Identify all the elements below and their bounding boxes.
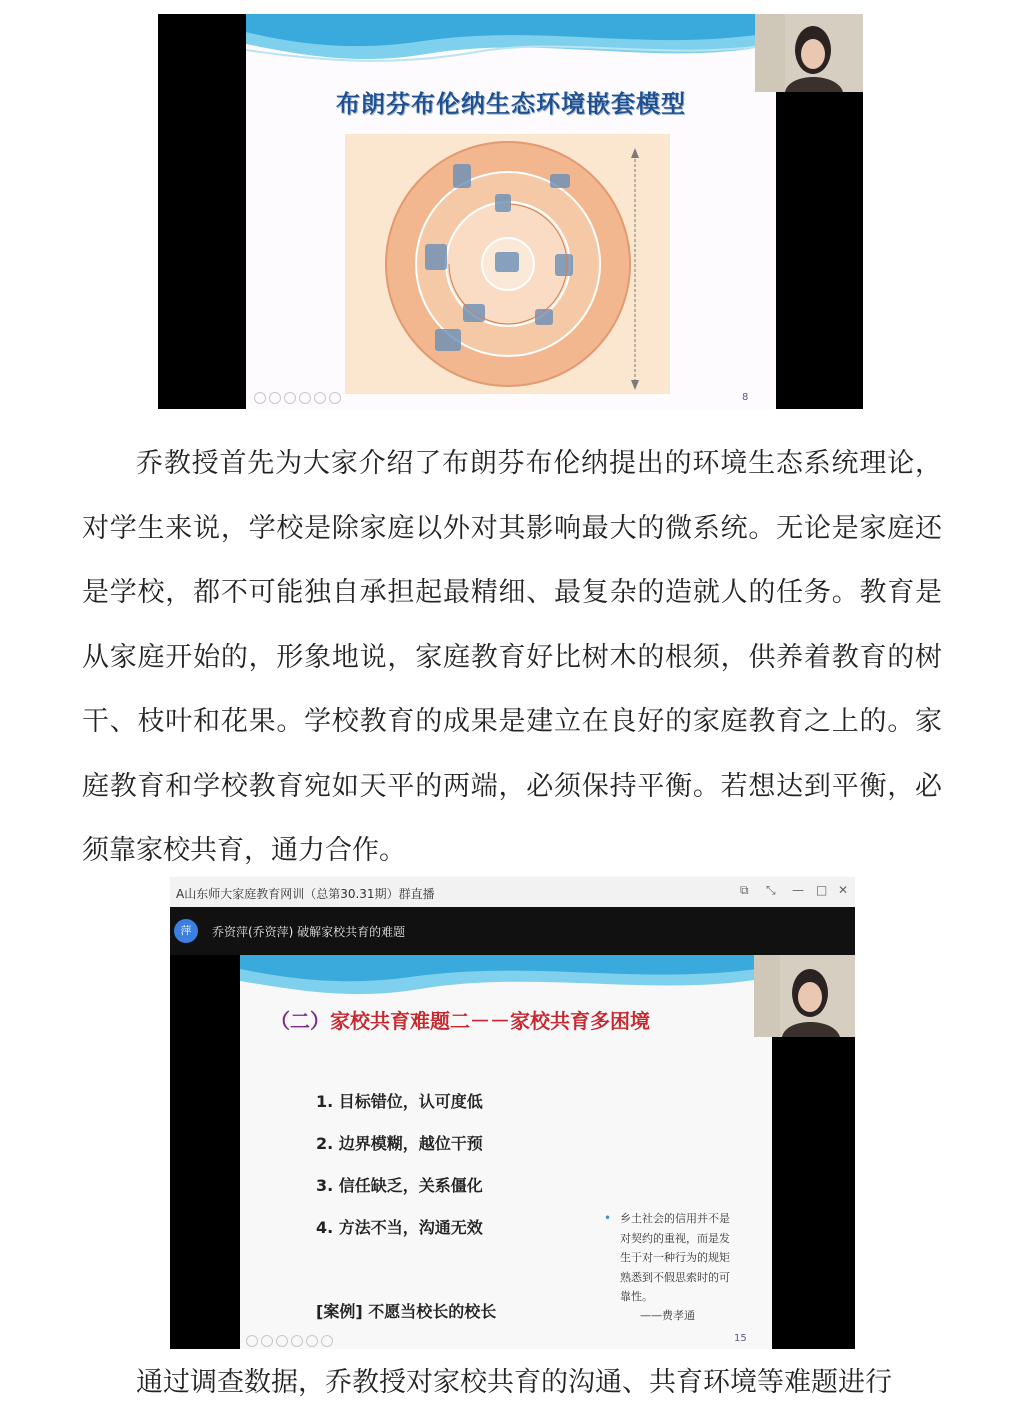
live-header [170, 907, 855, 955]
list-item: 2. 边界模糊，越位干预 [316, 1134, 483, 1153]
live-session-title: 乔资萍(乔资萍) 破解家校共育的难题 [212, 925, 406, 939]
quote-text: 乡土社会的信用并不是对契约的重视，而是发生于对一种行为的规矩熟悉到不假思索时的可靠性。 [620, 1212, 730, 1303]
slide-header-wave [246, 14, 776, 84]
list-item: 3. 信任缺乏，关系僵化 [316, 1176, 483, 1195]
bullet-icon: • [604, 1211, 612, 1225]
close-button[interactable]: ✕ [838, 883, 849, 897]
slide-title-prefix: （二） [270, 1009, 330, 1033]
slide-title-main: 家校共育难题二－－家校共育多困境 [330, 1009, 650, 1033]
webcam-video [754, 955, 855, 1037]
maximize-button[interactable]: □ [816, 883, 828, 897]
slide-title: 布朗芬布伦纳生态环境嵌套模型 [336, 90, 686, 118]
slide-toolbar[interactable] [246, 1335, 333, 1347]
body-paragraph-1: 乔教授首先为大家介绍了布朗芬布伦纳提出的环境生态系统理论，对学生来说，学校是除家庭以外对其影响最大的微系统。无论是家庭还是学校，都不可能独自承担起最精细、最复杂的造就人的任务。教育是从家庭开始的，形象地说，家庭教育好比树木的根须，供养着教育的树干、枝叶和花果。学校教育的成果是建立在良好的家庭教育之上的。家庭教育和学校教育宛如天平的两端，必须保持平衡。若想达到平衡，必须靠家校共育，通力合作。 [82, 448, 942, 866]
quote-author: ——费孝通 [640, 1309, 695, 1322]
expand-icon[interactable]: ⤡ [766, 883, 776, 897]
quote-block [604, 1209, 740, 1307]
body-paragraph-2: 通过调查数据，乔教授对家校共育的沟通、共育环境等难题进行 [136, 1367, 892, 1398]
list-item: 1. 目标错位，认可度低 [316, 1092, 483, 1111]
slide-toolbar[interactable] [254, 392, 341, 404]
list-item: 4. 方法不当，沟通无效 [316, 1218, 483, 1237]
screenshot-live-window [170, 877, 855, 1349]
screenshot-slide-1 [158, 14, 863, 409]
slide-ecological-model [246, 14, 776, 409]
slide-title [270, 1005, 740, 1037]
presenter-avatar [755, 14, 863, 92]
ecological-systems-diagram [345, 134, 670, 394]
case-example: [案例] 不愿当校长的校长 [316, 1302, 497, 1321]
presenter-avatar [754, 955, 855, 1037]
slide-family-school [240, 955, 772, 1349]
host-avatar[interactable]: 萍 [174, 919, 198, 943]
window-titlebar [170, 877, 855, 907]
slide-page-number: 15 [734, 1333, 747, 1344]
minimize-button[interactable]: — [792, 883, 804, 897]
share-screen-icon[interactable]: ⧉ [740, 883, 749, 897]
webcam-video [755, 14, 863, 92]
window-title: A山东师大家庭教育网训（总第30.31期）群直播 [176, 887, 435, 901]
slide-page-number: 8 [742, 392, 749, 403]
